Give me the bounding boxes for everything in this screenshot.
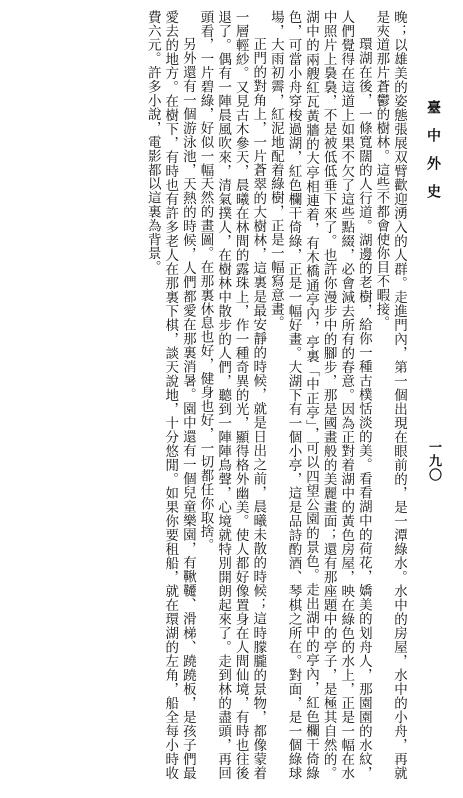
page-number: 一九〇: [426, 440, 441, 482]
body-text: [7, 10, 407, 780]
paragraph-3: 正門的對角上，一片蒼翠的大樹林，這裏是最安靜的時候，就是日出之前，晨曦未散的時候；這時朦朧的景物，都像蒙着一層輕紗。又見古木參天，晨曦在林間的露珠上，作一種奇異的光，顯得格外幽美。使人都好像置身在人間仙境，有時也往後退了。偶有一陣晨風吹來，清氣撲人，在樹林中散步的人們，聽到一陣陣鳥聲，心境就特別開朗起來了。走到林的盡頭，再回頭看，一片碧綠，好似一幅天然的畫圖。在那裏休息也好，健身也好，一切都任你取捨。: [197, 10, 267, 780]
paragraph-2: 環湖在後，一條寬闊的人行道。湖邊的老樹，給你一種古樸恬淡的美。看看湖中的荷花，嬌美的划舟人，那園園的水紋，人們覺得在這道上如果不欠了這些點綴，必會減去所有的春意。因為正對着湖中的黃色房屋，映在綠色的水上，正是一幅在水中照片上裊裊，不是被低低垂下來了。也許你漫步中的腳步，那是國畫般的美麗畫面；還有那座題中的亭子，是極其自然的。湖中的兩艘紅瓦黃牆的大亭相連着，有木橋通亭內，亭裏「中正亭」，可以四望公園的景色。走出湖中的亭內，紅色欄干倚綠色，可當小舟穿梭過湖，紅色欄干倚綠，正是一幅好畫。大湖下有一個小亭，這是品詩酌酒、琴棋之所在。對面，是一個綠球場，大雨初霽，紅泥地配着綠樹，正是一幅寫意畫。: [267, 10, 372, 780]
paragraph-1: 晚；以雄美的姿態張展双臂歡迎湧入的人群。走進門內，第一個出現在眼前的，是一潭綠水。水中的房屋，水中的小舟，再就是夾道那片蒼鬱的樹林。這些不都會使你目不暇接。: [373, 10, 407, 780]
paragraph-4: 另外還有一個游泳池，天熱的時候，人們都愛在那裏消暑。園中還有一個兒童樂園，有鞦韆、滑梯、蹺蹺板，是孩子們最愛去的地方。在樹下，有時也有許多老人在那裏下棋，談天說地，十分悠閒。如果你要租船，就在環湖的左角，船全每小時收費六元。許多小說，電影都以這裏為背景。: [144, 10, 196, 780]
running-header: 臺中外史: [425, 100, 441, 212]
